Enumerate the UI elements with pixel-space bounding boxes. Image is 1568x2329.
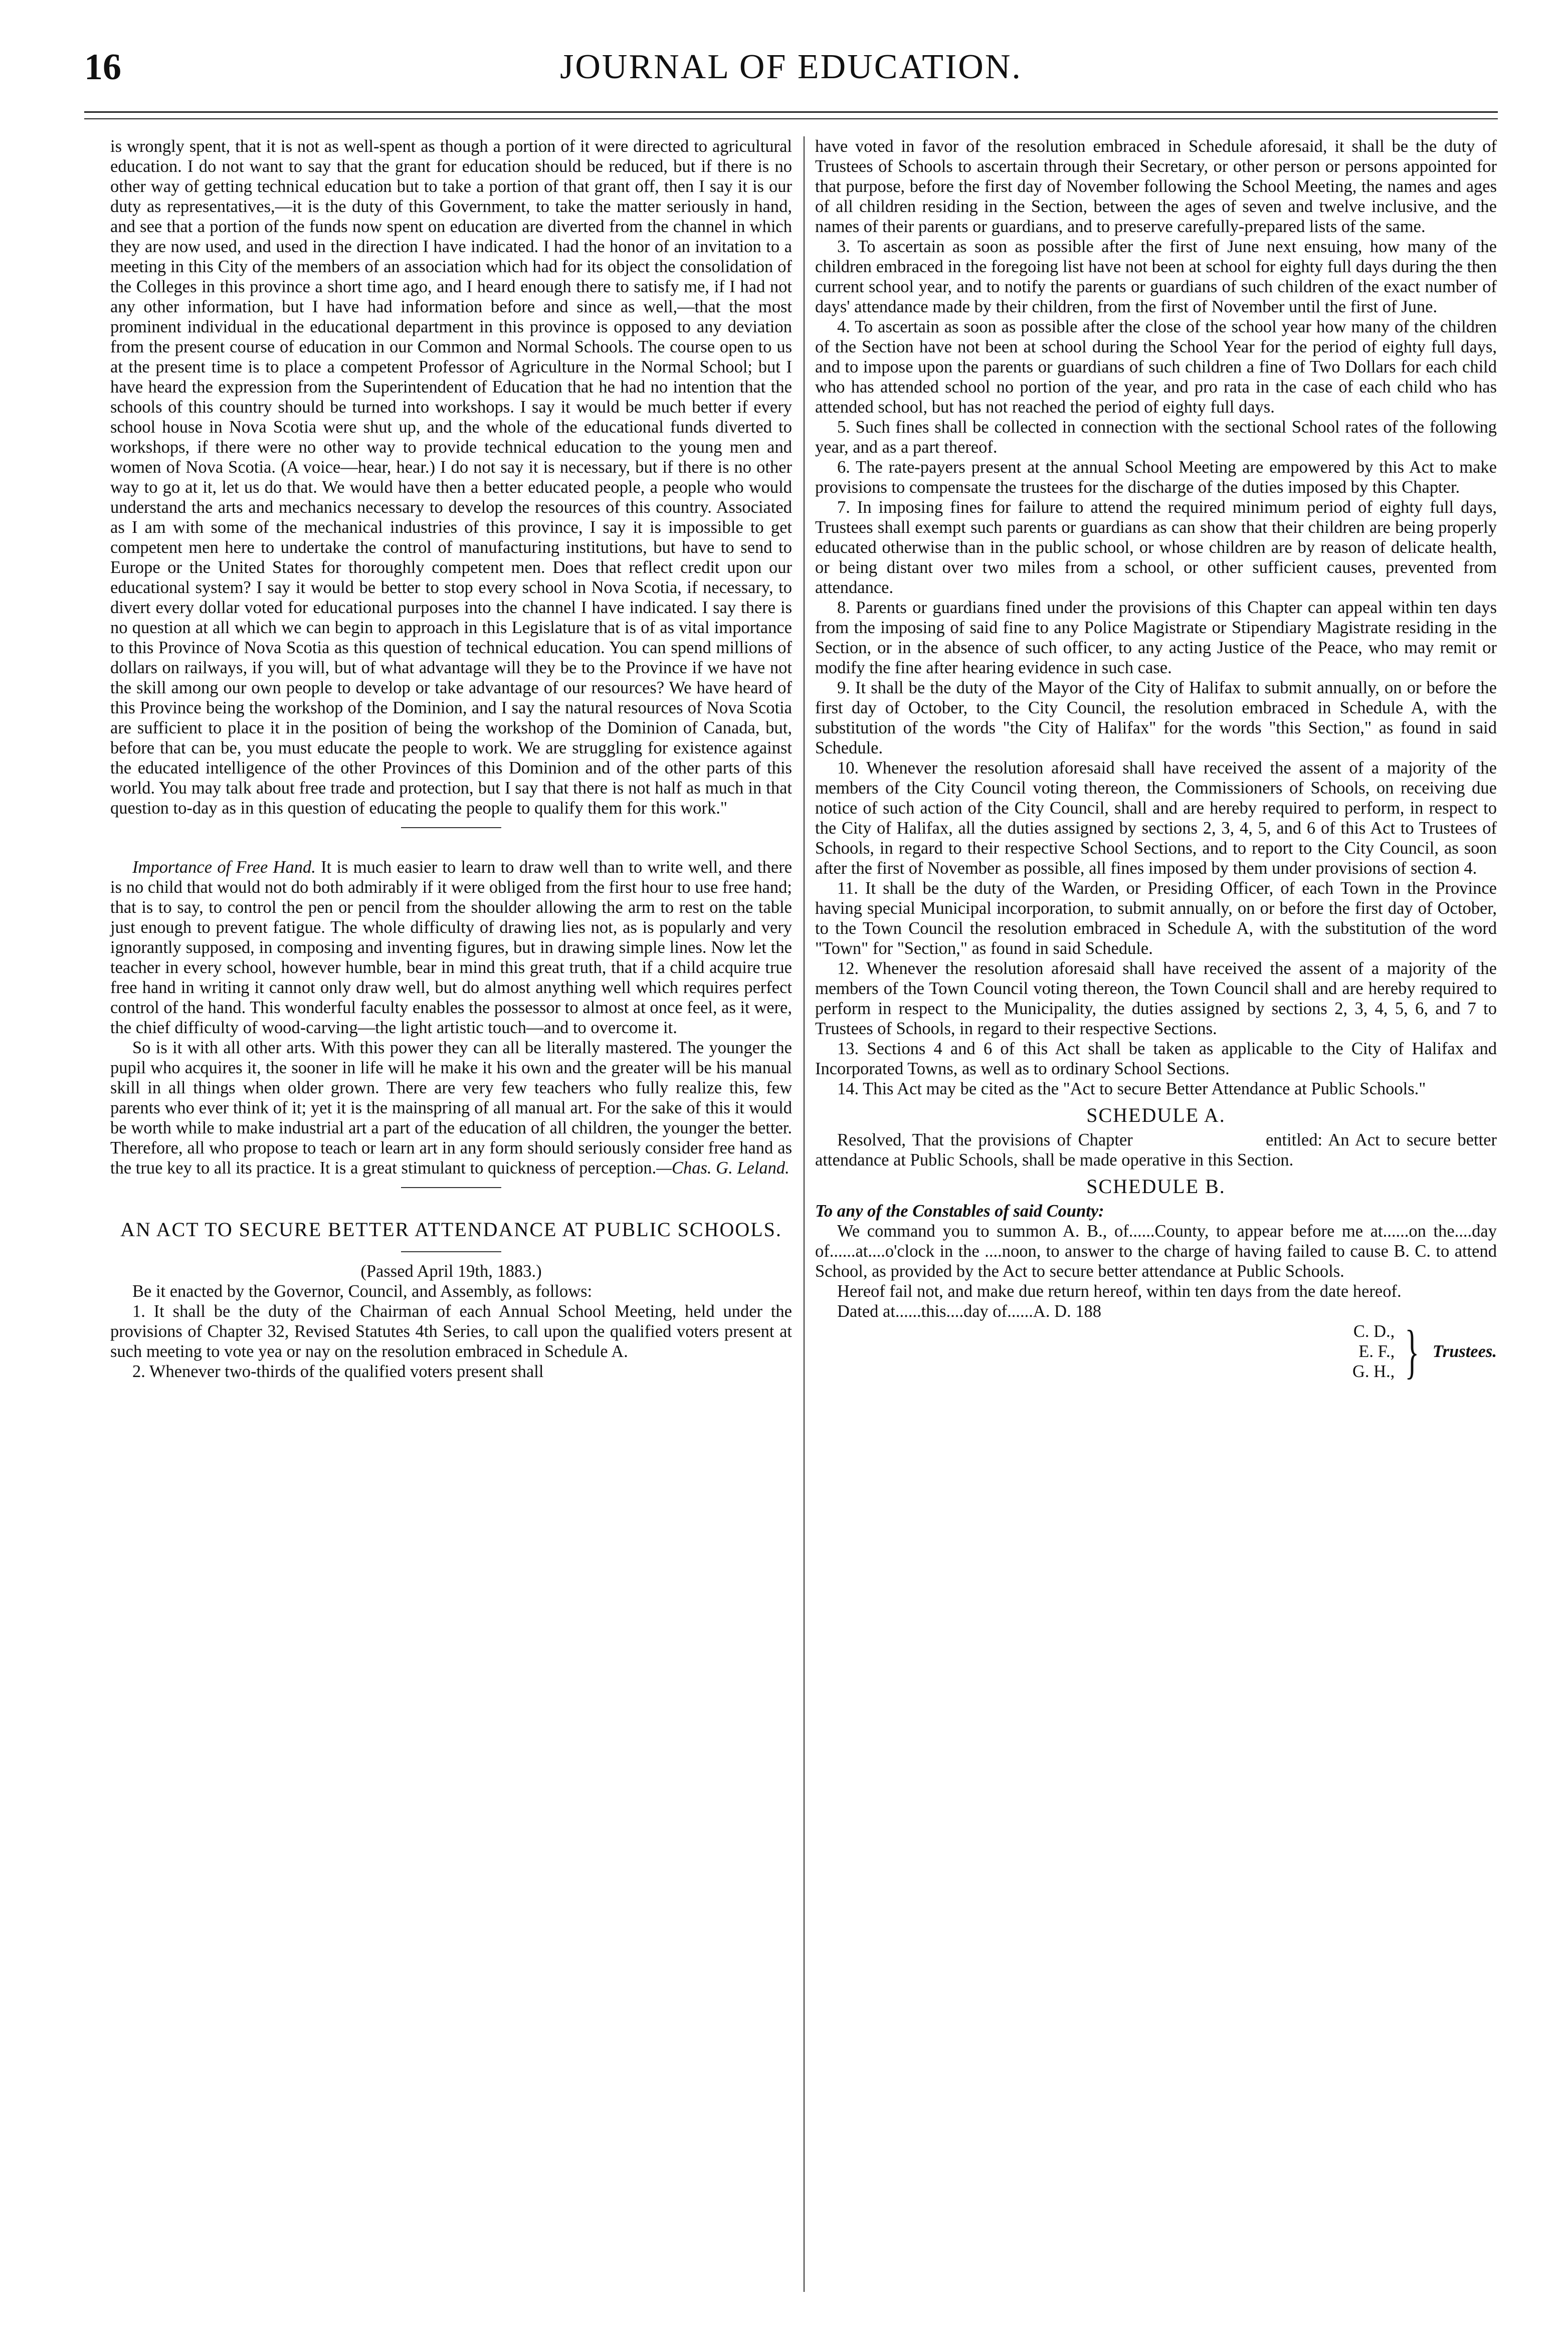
act-title: AN ACT TO SECURE BETTER ATTENDANCE AT PUBLIC SCHOOLS. <box>120 1218 782 1241</box>
signer-name: G. H., <box>1352 1362 1395 1381</box>
section-divider <box>401 827 501 828</box>
freehand-attribution: —Chas. G. Leland. <box>656 1158 790 1178</box>
act-section-2-continued: have voted in favor of the resolution embraced in Schedule aforesaid, it shall be the duty of Trustees of Schools to ascertain through their Secretary, or other person or persons appointed for that purpose, before the first day of November following the School Meeting, the names and ages of all children residing in the Section, between the ages of seven and twelve inclusive, and the names of their parents or guardians, and to preserve carefully-prepared lists of the same. <box>815 137 1497 236</box>
page-number: 16 <box>84 47 121 88</box>
trustee-signatures <box>815 1318 1497 1385</box>
header-rule-thin <box>84 118 1498 119</box>
freehand-title: Importance of Free Hand. <box>132 858 316 877</box>
trustees-label: Trustees. <box>1432 1342 1497 1361</box>
act-section-13: 13. Sections 4 and 6 of this Act shall be taken as applicable to the City of Halifax and Incorporated Towns, as well as to ordinary School Sections. <box>815 1039 1497 1078</box>
left-column <box>110 136 792 2282</box>
freehand-text-2: So is it with all other arts. With this power they can all be literally mastered. The younger the pupil who acquires it, the sooner in life will he make it his own and the greater will be his manual skill in all things when older grown. There are very few teachers who fully realize this, few parents who ever think of it; yet it is the mainspring of all manual art. For the sake of this it would be worth while to make industrial art a part of the education of all children, the younger the better. Therefore, all who propose to teach or learn art in any form should seriously consider free hand as the true key to all its practice. It is a great stimulant to quickness of perception. <box>110 1038 792 1178</box>
act-section-12: 12. Whenever the resolution aforesaid shall have received the assent of a majority of the members of the Town Council voting thereon, the Town Council shall and are hereby required to perform in respect to the Municipality, the duties assigned by sections 2, 3, 4, 5, 6, and 7 to Trustees of Schools, in regard to their respective Sections. <box>815 959 1497 1038</box>
act-section-8: 8. Parents or guardians fined under the provisions of this Chapter can appeal within ten days from the imposing of said fine to any Police Magistrate or Stipendiary Magistrate residing in the Section, or in the absence of such officer, to any acting Justice of the Peace, who may remit or modify the fine after hearing evidence in such case. <box>815 598 1497 677</box>
schedule-b-paragraph-2: Hereof fail not, and make due return hereof, within ten days from the date hereof. <box>837 1282 1402 1301</box>
act-section-9: 9. It shall be the duty of the Mayor of the City of Halifax to submit annually, on or before the first day of October, to the City Council, the resolution embraced in Schedule A, with the substitution of the words "the City of Halifax" for the words "this Section," as found in said Schedule. <box>815 678 1497 757</box>
act-section-7: 7. In imposing fines for failure to attend the required minimum period of eighty full days, Trustees shall exempt such parents or guardians as can show that their children are being properly educated otherwise than in the public school, or whose children are by reason of delicate health, or being distant over two miles from a school, or other sufficient causes, prevented from attendance. <box>815 498 1497 597</box>
act-section-4: 4. To ascertain as soon as possible after the close of the school year how many of the children of the Section have not been at school during the School Year for the period of eighty full days, and to impose upon the parents or guardians of such children a fine of Two Dollars for each child who has attended school no portion of the year, and pro rata in the case of each child who has attended school, but has not reached the period of eighty full days. <box>815 317 1497 417</box>
column-divider <box>804 136 805 2292</box>
act-passed-date: (Passed April 19th, 1883.) <box>360 1262 542 1281</box>
act-section-6: 6. The rate-payers present at the annual School Meeting are empowered by this Act to make provisions to compensate the trustees for the discharge of the duties imposed by this Chapter. <box>815 458 1497 497</box>
header-rule <box>84 111 1498 113</box>
freehand-paragraph-2 <box>110 1038 792 1178</box>
signer-name: E. F., <box>1358 1342 1395 1361</box>
act-section-10: 10. Whenever the resolution aforesaid shall have received the assent of a majority of the members of the City Council voting thereon, the Commissioners of Schools, on receiving due notice of such action of the City Council, shall and are hereby required to perform, in respect to the City of Halifax, all the duties assigned by sections 2, 3, 4, 5, and 6 of this Act to Trustees of Schools, in regard to their respective School Sections, and to report to the City Council, as soon after the first of November as possible, all fines imposed by them under provisions of section 4. <box>815 758 1497 878</box>
journal-title: JOURNAL OF EDUCATION. <box>560 48 1022 86</box>
act-section-3: 3. To ascertain as soon as possible after the first of June next ensuing, how many of the children embraced in the foregoing list have not been at school for eighty full days during the then current school year, and to notify the parents or guardians of such children of the exact number of days' attendance made by their children, from the first of November until the first of June. <box>815 237 1497 316</box>
signer-list <box>1352 1321 1395 1382</box>
signer-name: C. D., <box>1353 1322 1395 1341</box>
schedule-b-paragraph-1: We command you to summon A. B., of......County, to appear before me at......on the....day of......at....o'clock in the ....noon, to answer to the charge of having failed to cause B. C. to attend School, as provided by the Act to secure better attendance at Public Schools. <box>815 1222 1497 1281</box>
act-section-2-start: 2. Whenever two-thirds of the qualified voters present shall <box>132 1362 544 1381</box>
schedule-b-dated: Dated at......this....day of......A. D. 188 <box>837 1302 1102 1321</box>
schedule-b-title: SCHEDULE B. <box>1086 1175 1226 1198</box>
freehand-text-1: It is much easier to learn to draw well than to write well, and there is no child that would not do both admirably if it were obliged from the first hour to use free hand; that is to say, to control the pen or pencil from the shoulder allowing the arm to rest on the table just enough to prevent fatigue. The whole difficulty of drawing lies not, as is popularly and very ignorantly supposed, in composing and inventing figures, but in drawing simple lines. Now let the teacher in every school, however humble, bear in mind this great truth, that if a child acquire true free hand in writing it cannot only draw well, but do almost anything well which requires perfect control of the hand. This wonderful faculty enables the possessor to almost at once feel, as it were, the chief difficulty of wood-carving—the light artistic touch—and to overcome it. <box>110 858 793 1037</box>
right-column <box>815 136 1501 2292</box>
right-brace-icon: } <box>1405 1318 1420 1385</box>
act-section-5: 5. Such fines shall be collected in connection with the sectional School rates of the following year, and as a part thereof. <box>815 418 1497 457</box>
act-section-1: 1. It shall be the duty of the Chairman of each Annual School Meeting, held under the provisions of Chapter 32, Revised Statutes 4th Series, to call upon the qualified voters present at such meeting to vote yea or nay on the resolution embraced in Schedule A. <box>110 1302 792 1361</box>
title-divider <box>401 1251 501 1252</box>
act-enacting-clause: Be it enacted by the Governor, Council, and Assembly, as follows: <box>132 1282 593 1301</box>
schedule-b-address: To any of the Constables of said County: <box>815 1202 1104 1221</box>
schedule-a-text: Resolved, That the provisions of Chapter entitled: An Act to secure better attendance at Public Schools, shall be made operative in this Section. <box>815 1130 1501 1170</box>
act-section-14: 14. This Act may be cited as the "Act to secure Better Attendance at Public Schools." <box>837 1079 1426 1098</box>
freehand-paragraph-1 <box>110 857 792 1038</box>
act-section-11: 11. It shall be the duty of the Warden, or Presiding Officer, of each Town in the Province having special Municipal incorporation, to submit annually, on or before the first day of October, to the Town Council the resolution embraced in Schedule A, with the substitution of the word "Town" for "Section," as found in said Schedule. <box>815 879 1497 958</box>
schedule-a-title: SCHEDULE A. <box>1086 1104 1226 1126</box>
speech-paragraph: is wrongly spent, that it is not as well-spent as though a portion of it were directed to agricultural education. I do not want to say that the grant for education should be reduced, but if there is no other way of getting technical education but to take a portion of that grant off, then I say it is our duty as representatives,—it is the duty of this Government, to take the matter seriously in hand, and see that a portion of the funds now spent on education are diverted from the channel in which they are now used, and used in the direction I have indicated. I had the honor of an invitation to a meeting in this City of the members of an association which had for its object the consolidation of the Colleges in this province a short time ago, and I heard enough there to satisfy me, if I had not any other information, but I have had information before and since as well,—that the most prominent individual in the educational department in this province is opposed to any deviation from the present course of education in our Common and Normal Schools. The course open to us at the present time is to place a competent Professor of Agriculture in the Normal School; but I have heard the expression from the Superintendent of Education that he had no intention that the schools of this country should be turned into workshops. I say it would be much better if every school house in Nova Scotia were shut up, and the whole of the educational funds diverted to workshops, if there were no other way to provide technical education to the young men and women of Nova Scotia. (A voice—hear, hear.) I do not say it is necessary, but if there is no other way to go at it, let us do that. We would have then a better educated people, a people who would understand the arts and mechanics necessary to develop the resources of this country. Associated as I am with some of the mechanical industries of this province, I say it is impossible to get competent men here to undertake the control of manufacturing institutions, but have to send to Europe or the United States for thoroughly competent men. Does that reflect credit upon our educational system? I say it would be better to stop every school in Nova Scotia, if necessary, to divert every dollar voted for educational purposes into the channel I have indicated. I say there is no question at all which we can begin to approach in this Legislature that is of as vital importance to this Province of Nova Scotia as this question of technical education. You can spend millions of dollars on railways, if you will, but of what advantage will they be to the Province if we have not the skill among our own people to develop or take advantage of our resources? We have heard of this Province being the workshop of the Dominion, and I say the natural resources of Nova Scotia are sufficient to place it in the position of being the workshop of the Dominion of Canada, but, before that can be, you must educate the people to work. We are struggling for existence against the educated intelligence of the other Provinces of this Dominion and of the other parts of this world. You may talk about free trade and protection, but I say that there is not half as much in that question to-day as in this question of educating the people to qualify them for this work." <box>110 137 792 818</box>
page-header <box>84 46 1498 96</box>
section-divider <box>401 1187 501 1188</box>
